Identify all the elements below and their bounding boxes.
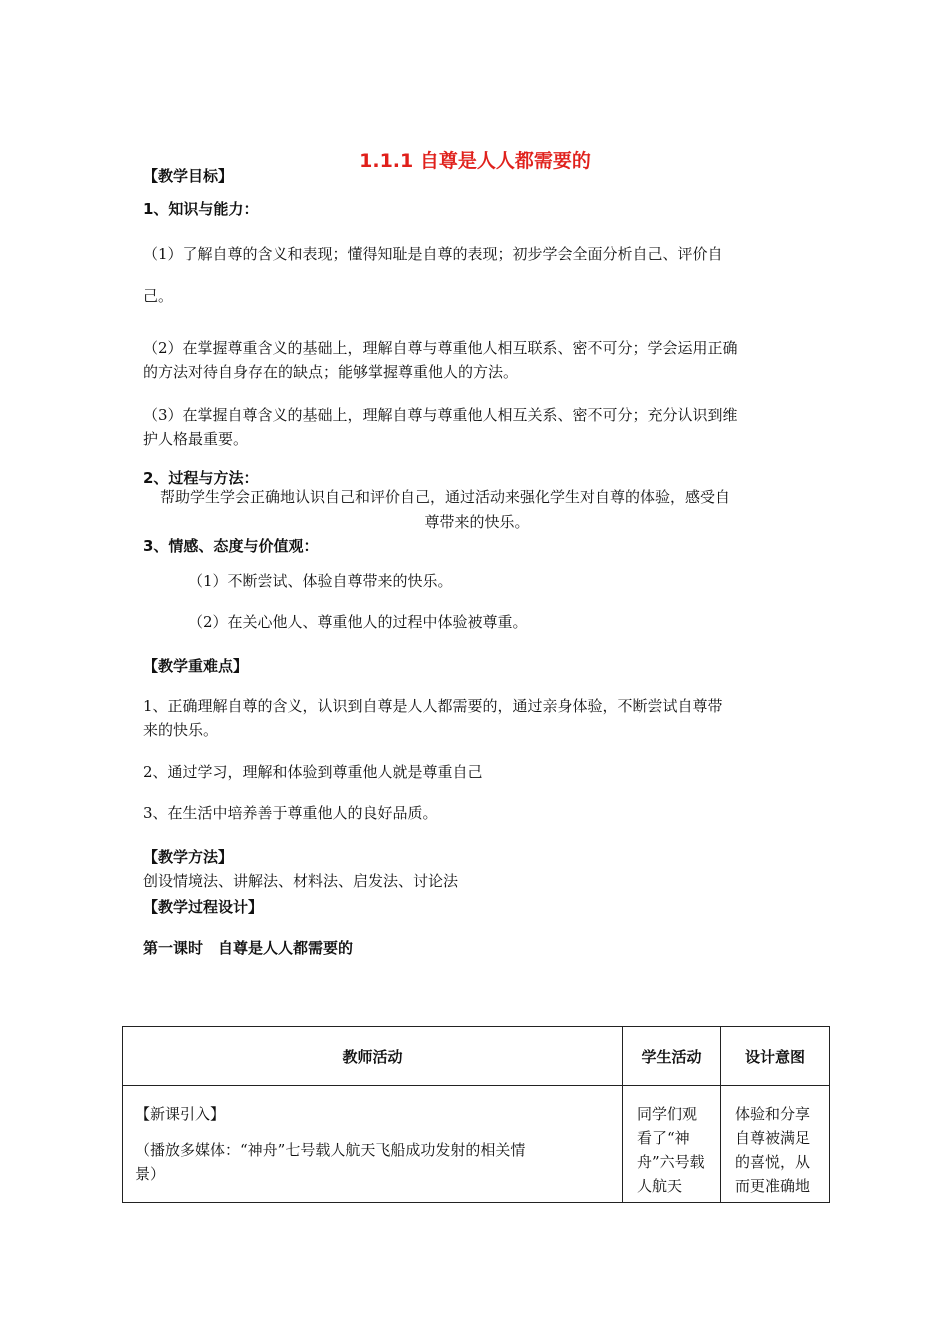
student-activity-text: 同学们观看了“神舟”六号载人航天 [637, 1105, 705, 1195]
knowledge-item-3-line2: 护人格最重要。 [143, 430, 249, 448]
design-intent-cell [721, 1086, 830, 1203]
knowledge-heading: 1、知识与能力： [143, 200, 259, 218]
objectives-heading: 【教学目标】 [143, 167, 234, 185]
lesson-table [122, 1026, 830, 1203]
process-heading: 2、过程与方法： [143, 469, 259, 487]
methods-text: 创设情境法、讲解法、材料法、启发法、讨论法 [143, 872, 459, 890]
emotion-heading: 3、情感、态度与价值观： [143, 537, 319, 555]
design-intent-text: 体验和分享自尊被满足的喜悦，从而更准确地 [735, 1105, 811, 1195]
knowledge-item-2-line1: （2）在掌握尊重含义的基础上，理解自尊与尊重他人相互联系、密不可分；学会运用正确 [143, 339, 738, 357]
knowledge-item-2 [143, 336, 811, 384]
knowledge-item-2-line2: 的方法对待自身存在的缺点；能够掌握尊重他人的方法。 [143, 363, 519, 381]
knowledge-item-3 [143, 403, 811, 451]
page-title: 1.1.1 自尊是人人都需要的 [359, 150, 591, 172]
key-point-1-line2: 来的快乐。 [143, 721, 219, 739]
key-point-2: 2、通过学习，理解和体验到尊重他人就是尊重自己 [143, 763, 483, 781]
process-line1: 帮助学生学会正确地认识自己和评价自己，通过活动来强化学生对自尊的体验，感受自 [160, 488, 731, 506]
emotion-item-1: （1）不断尝试、体验自尊带来的快乐。 [188, 572, 453, 590]
header-teacher-activity: 教师活动 [123, 1027, 623, 1086]
methods-heading: 【教学方法】 [143, 848, 234, 866]
teacher-activity-line2: 景） [135, 1165, 166, 1183]
new-lesson-heading: 【新课引入】 [135, 1105, 226, 1123]
table-header-row [123, 1027, 830, 1086]
key-point-1 [143, 694, 811, 742]
key-point-3: 3、在生活中培养善于尊重他人的良好品质。 [143, 804, 438, 822]
knowledge-item-1-line2: 己。 [143, 287, 174, 305]
header-design-intent: 设计意图 [721, 1027, 830, 1086]
header-student-activity: 学生活动 [623, 1027, 721, 1086]
knowledge-item-1-line1: （1）了解自尊的含义和表现；懂得知耻是自尊的表现；初步学会全面分析自己、评价自 [143, 245, 723, 263]
table-row [123, 1086, 830, 1203]
lesson-title: 第一课时 自尊是人人都需要的 [143, 939, 354, 957]
student-activity-cell [623, 1086, 721, 1203]
knowledge-item-3-line1: （3）在掌握自尊含义的基础上，理解自尊与尊重他人相互关系、密不可分；充分认识到维 [143, 406, 738, 424]
design-heading: 【教学过程设计】 [143, 898, 264, 916]
emotion-item-2: （2）在关心他人、尊重他人的过程中体验被尊重。 [188, 613, 528, 631]
knowledge-item-1 [143, 242, 811, 308]
key-point-1-line1: 1、正确理解自尊的含义，认识到自尊是人人都需要的，通过亲身体验，不断尝试自尊带 [143, 697, 723, 715]
process-line2: 尊带来的快乐。 [424, 513, 530, 531]
teacher-activity-line1: （播放多媒体：“神舟”七号载人航天飞船成功发射的相关情 [135, 1141, 526, 1159]
key-points-heading: 【教学重难点】 [143, 657, 249, 675]
teacher-activity-cell [123, 1086, 623, 1203]
